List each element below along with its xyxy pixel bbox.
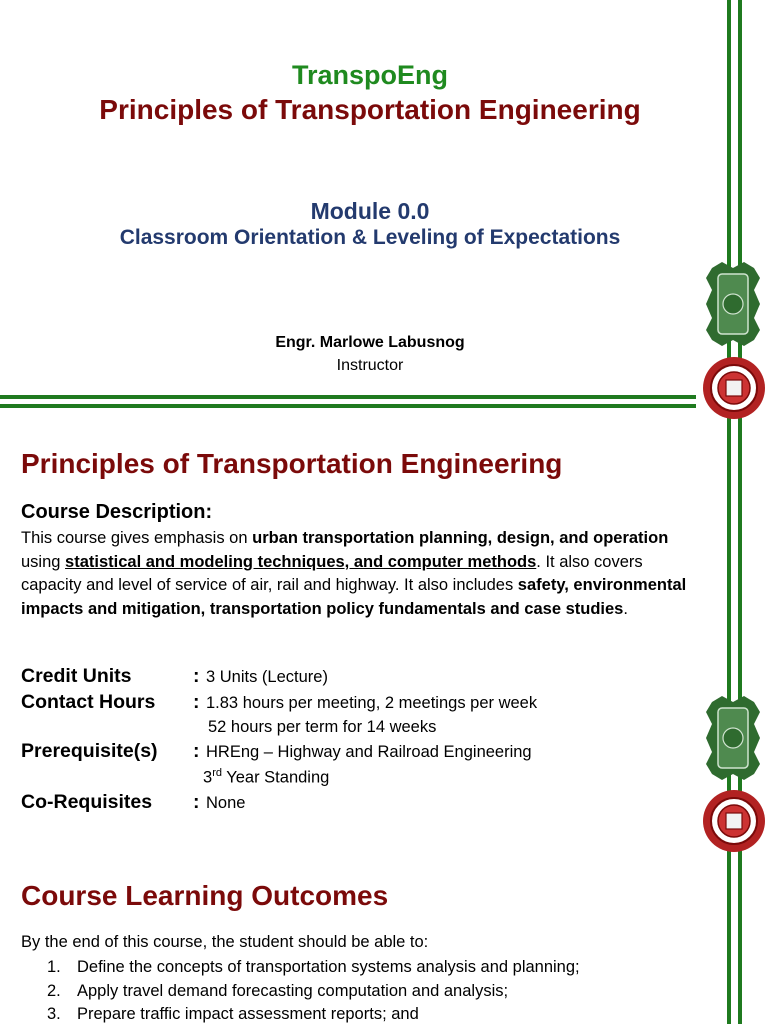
detail-colon: : — [193, 740, 200, 762]
detail-colon: : — [193, 691, 200, 713]
outcomes-intro: By the end of this course, the student should be able to: — [21, 933, 429, 951]
detail-colon: : — [193, 791, 200, 813]
detail-colon: : — [193, 665, 200, 687]
college-seal-red-icon — [701, 351, 767, 425]
university-seal-green-icon — [706, 696, 760, 780]
right-border-line — [727, 0, 731, 1024]
list-item: 2. Apply travel demand forecasting computation and analysis; — [47, 981, 509, 1000]
slide-divider — [0, 404, 696, 408]
module-number: Module 0.0 — [310, 198, 430, 224]
right-border-line — [738, 0, 742, 1024]
detail-label: Contact Hours — [21, 691, 156, 713]
course-title: Principles of Transportation Engineering — [99, 94, 641, 125]
university-seal-green-icon — [706, 262, 760, 346]
section-heading: Principles of Transportation Engineering — [21, 448, 563, 479]
detail-value: 1.83 hours per meeting, 2 meetings per week — [206, 694, 538, 712]
slide-divider — [0, 395, 696, 399]
detail-value-line2: 3rd Year Standing — [203, 767, 330, 787]
detail-value-line2: 52 hours per term for 14 weeks — [208, 718, 437, 736]
list-item: 3. Prepare traffic impact assessment reports; and — [47, 1005, 419, 1023]
college-seal-red-icon — [701, 784, 767, 858]
outcomes-list — [47, 956, 580, 1027]
course-description-label: Course Description: — [21, 501, 213, 523]
detail-value: HREng – Highway and Railroad Engineering — [206, 743, 532, 761]
list-item: 1. Define the concepts of transportation systems analysis and planning; — [47, 958, 580, 976]
detail-label: Credit Units — [21, 665, 132, 687]
detail-value: None — [206, 794, 246, 812]
detail-label: Co-Requisites — [21, 791, 153, 813]
brand-title: TranspoEng — [291, 60, 448, 90]
detail-label: Prerequisite(s) — [21, 740, 158, 762]
course-description: This course gives emphasis on urban transportation planning, design, and operation using statistical and modeling techniques, and computer methods. It also covers capacity and level of service of air, rail and highway. It also includes safety, environmental impacts and mitigation, transportation policy fundamentals and case studies. — [21, 529, 687, 618]
instructor-role: Instructor — [336, 357, 404, 374]
section-heading: Course Learning Outcomes — [21, 880, 389, 911]
detail-value: 3 Units (Lecture) — [206, 668, 328, 686]
instructor-name: Engr. Marlowe Labusnog — [275, 334, 465, 351]
module-subtitle: Classroom Orientation & Leveling of Expectations — [119, 226, 621, 249]
